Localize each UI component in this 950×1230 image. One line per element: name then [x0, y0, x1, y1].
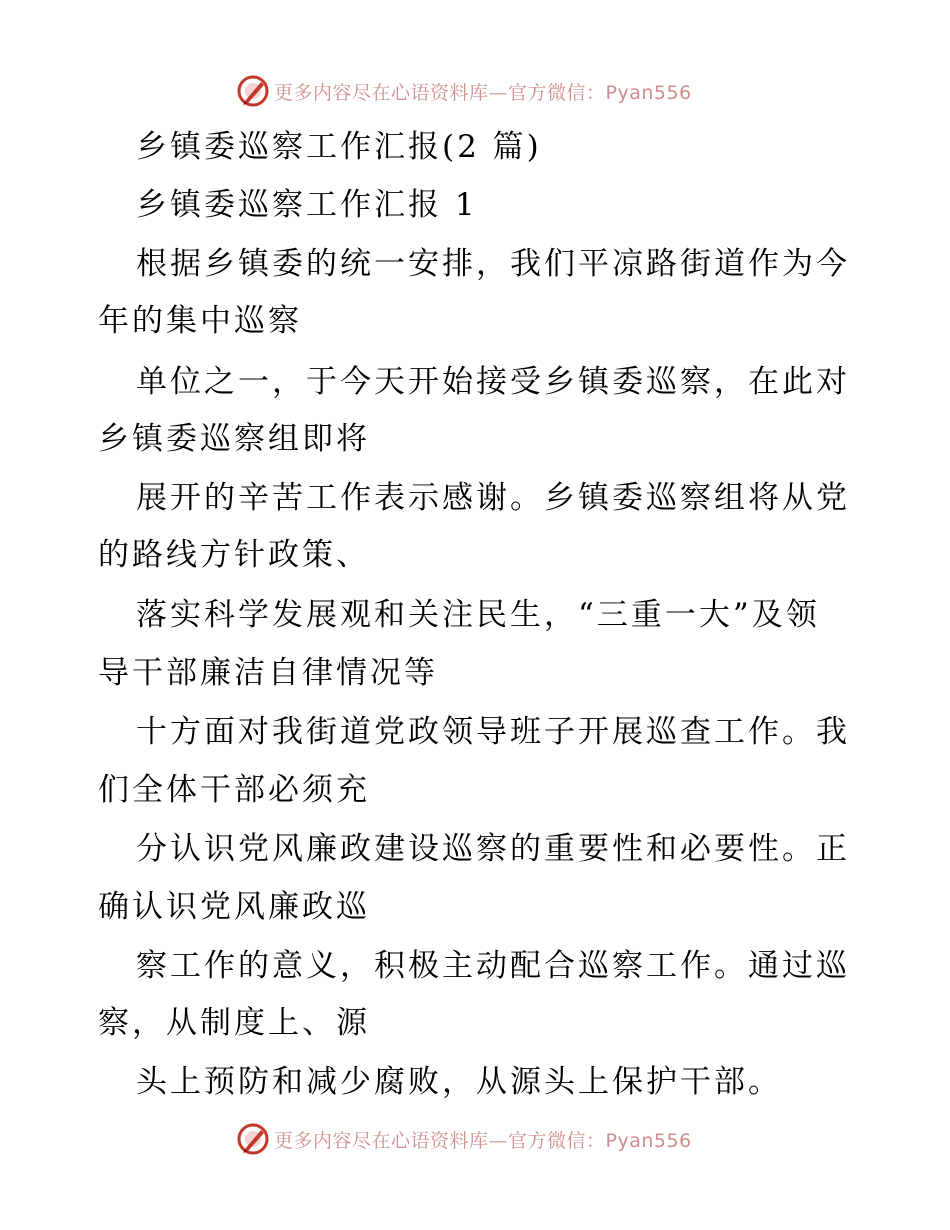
paragraph-line: 察，从制度上、源	[98, 1005, 370, 1041]
banner-site-name: 更多内容尽在心语资料库	[274, 1129, 489, 1152]
header-banner	[236, 73, 692, 109]
paragraph-line: 头上预防和减少腐败，从源头上保护干部。	[136, 1064, 782, 1100]
paragraph-line: 导干部廉洁自律情况等	[98, 655, 438, 691]
paragraph-line: 们全体干部必须充	[98, 772, 370, 808]
paragraph-line: 乡镇委巡察组即将	[98, 421, 370, 457]
footer-banner	[236, 1121, 692, 1157]
paragraph-line: 年的集中巡察	[98, 303, 302, 339]
banner-separator: —	[488, 81, 509, 104]
banner-separator: —	[488, 1129, 509, 1152]
banner-site-name: 更多内容尽在心语资料库	[274, 81, 489, 104]
document-title: 乡镇委巡察工作汇报(2 篇)	[136, 129, 542, 165]
pen-logo-icon	[236, 1122, 270, 1156]
paragraph-line: 分认识党风廉政建设巡察的重要性和必要性。正	[136, 831, 850, 867]
paragraph-line: 单位之一，于今天开始接受乡镇委巡察，在此对	[136, 364, 850, 400]
banner-contact: 官方微信：Pyan556	[508, 81, 692, 104]
paragraph-line: 展开的辛苦工作表示感谢。乡镇委巡察组将从党	[136, 480, 850, 516]
paragraph-line: 十方面对我街道党政领导班子开展巡查工作。我	[136, 714, 850, 750]
paragraph-line: 落实科学发展观和关注民生，“三重一大”及领	[136, 597, 820, 633]
pen-logo-icon	[236, 74, 270, 108]
paragraph-line: 的路线方针政策、	[98, 537, 370, 573]
document-subtitle: 乡镇委巡察工作汇报 1	[136, 187, 478, 223]
paragraph-line: 根据乡镇委的统一安排，我们平凉路街道作为今	[136, 246, 850, 282]
banner-contact: 官方微信：Pyan556	[508, 1129, 692, 1152]
paragraph-line: 察工作的意义，积极主动配合巡察工作。通过巡	[136, 948, 850, 984]
paragraph-line: 确认识党风廉政巡	[98, 889, 370, 925]
